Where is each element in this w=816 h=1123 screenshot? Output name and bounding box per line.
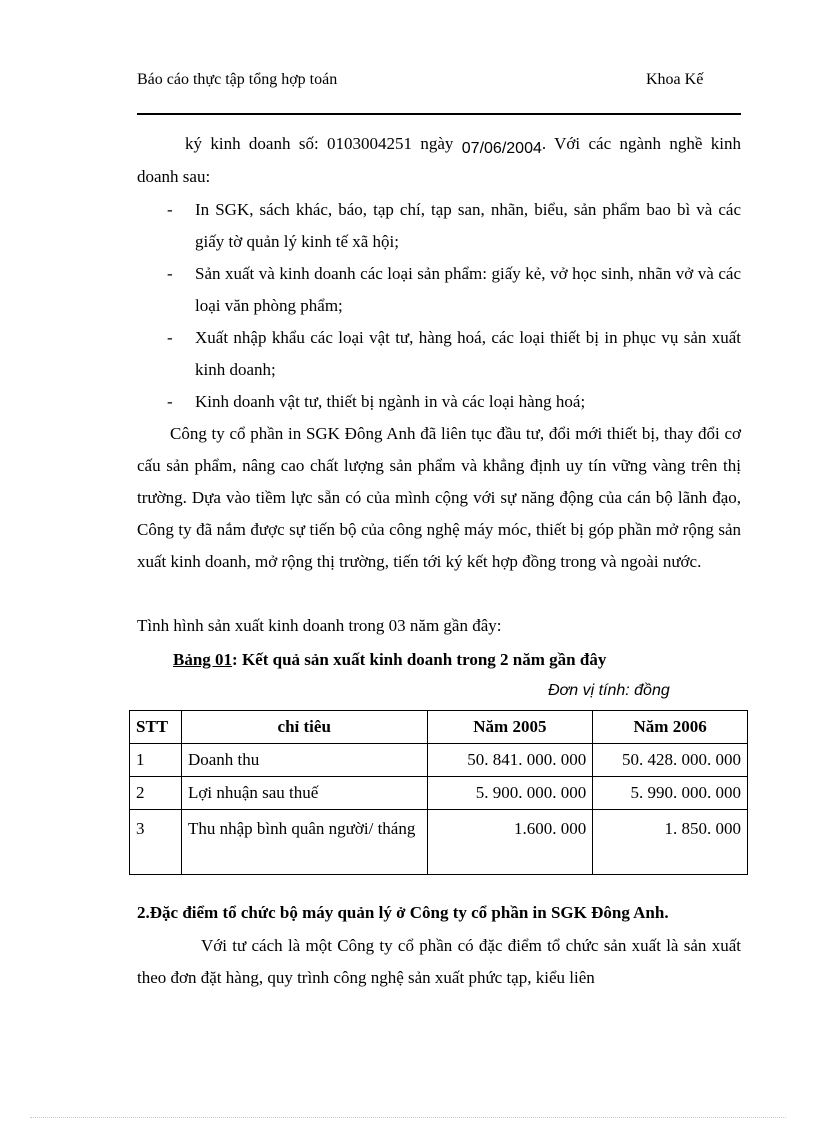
intro-paragraph [137,128,741,193]
list-item [137,386,741,418]
header-stt: STT [130,711,182,744]
intro-text-start: ký kinh doanh số: 0103004251 ngày [185,134,462,153]
cell-value-2005: 5. 900. 000. 000 [427,777,593,810]
table-row [130,810,748,875]
bullet-marker: - [167,264,173,283]
cell-stt: 3 [130,810,182,875]
page-bottom-divider [30,1117,786,1118]
cell-stt: 2 [130,777,182,810]
list-item [137,194,741,258]
cell-value-2006: 50. 428. 000. 000 [593,744,748,777]
registration-date: 07/06/2004 [461,140,542,157]
bullet-marker: - [167,200,173,219]
header-indicator: chỉ tiêu [181,711,427,744]
cell-value-2005: 50. 841. 000. 000 [427,744,593,777]
list-item-text: In SGK, sách khác, báo, tạp chí, tạp san, nhãn, biểu, sản phẩm bao bì và các giấy tờ quản lý kinh tế xã hội; [195,200,741,251]
list-item [137,322,741,386]
section-heading: 2.Đặc điểm tổ chức bộ máy quản lý ở Công ty cổ phần in SGK Đông Anh. [137,903,669,922]
table-title [173,648,606,672]
list-item-text: Xuất nhập khẩu các loại vật tư, hàng hoá, các loại thiết bị in phục vụ sản xuất kinh doanh; [195,328,741,379]
results-table [129,710,748,875]
table-row [130,777,748,810]
bullet-marker: - [167,328,173,347]
list-item-text: Sản xuất và kinh doanh các loại sản phẩm: giấy kẻ, vở học sinh, nhãn vở và các loại văn phòng phẩm; [195,264,741,315]
table-row [130,744,748,777]
unit-note: Đơn vị tính: đồng [548,682,670,699]
cell-stt: 1 [130,744,182,777]
header-year-2006: Năm 2006 [593,711,748,744]
cell-value-2005: 1.600. 000 [427,810,593,875]
bullet-marker: - [167,392,173,411]
table-title-text: : Kết quả sản xuất kinh doanh trong 2 năm gần đây [232,650,607,669]
production-intro: Tình hình sản xuất kinh doanh trong 03 năm gần đây: [137,616,502,635]
list-item [137,258,741,322]
cell-indicator: Lợi nhuận sau thuế [181,777,427,810]
list-item-text: Kinh doanh vật tư, thiết bị ngành in và các loại hàng hoá; [195,392,586,411]
intro-text-end: . Với các ngành nghề kinh doanh sau: [137,134,742,186]
header-divider [137,113,741,115]
table-label: Bảng 01 [173,650,233,669]
cell-indicator: Doanh thu [181,744,427,777]
page-header [137,70,741,114]
header-right-title: Khoa Kế [646,71,704,88]
company-paragraph: Công ty cổ phần in SGK Đông Anh đã liên tục đầu tư, đổi mới thiết bị, thay đổi cơ cấu sản phẩm, nâng cao chất lượng sản phẩm và khẳng định uy tín vững vàng trên thị trường. Dựa vào tiềm lực sẵn có của mình cộng với sự năng động của cán bộ lãnh đạo, Công ty đã nắm được sự tiến bộ của công nghệ máy móc, thiết bị góp phần mở rộng sản xuất kinh doanh, mở rộng thị trường, tiến tới ký kết hợp đồng trong và ngoài nước. [137,424,741,571]
table-header-row [130,711,748,744]
cell-indicator: Thu nhập bình quân người/ tháng [181,810,427,875]
business-lines-list [137,194,741,418]
organization-paragraph: Với tư cách là một Công ty cổ phần có đặc điểm tổ chức sản xuất là sản xuất theo đơn đặt hàng, quy trình công nghệ sản xuất phức tạp, kiểu liên [137,936,741,987]
cell-value-2006: 1. 850. 000 [593,810,748,875]
cell-value-2006: 5. 990. 000. 000 [593,777,748,810]
header-year-2005: Năm 2005 [427,711,593,744]
header-left-title: Báo cáo thực tập tổng hợp toán [137,71,338,88]
